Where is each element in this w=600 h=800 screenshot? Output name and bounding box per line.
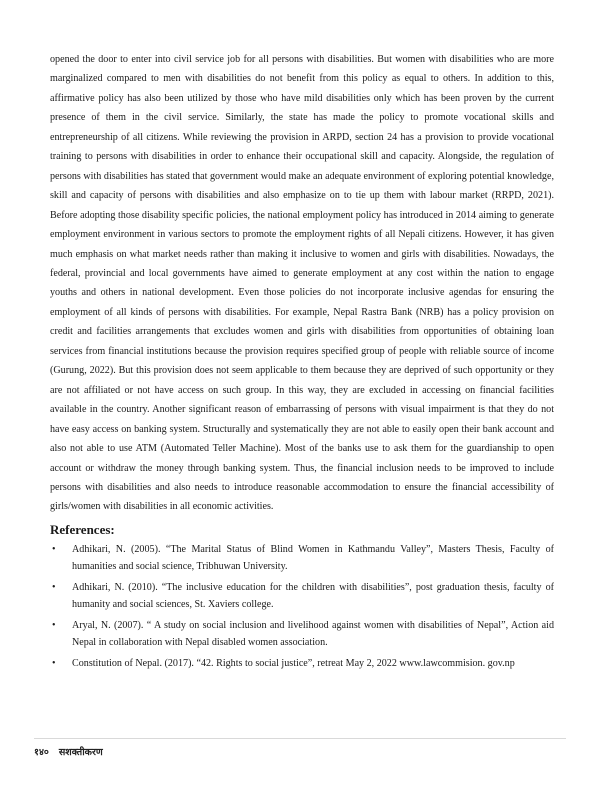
bullet-icon: • <box>52 619 56 631</box>
body-paragraph: opened the door to enter into civil service job for all persons with disabilities. But women with disabilities who are more marginalized compared to men with disabilities do not benefit from this policy as equal to others. In addition to this, affirmative policy has also been utilized by those who have mild disabilities only which has been proven by the current presence of them in the civil service. Similarly, the state has made the policy to promote vocational skills and entrepreneurship of all citizens. While reviewing the provision in ARPD, section 24 has a provision to provide vocational training to persons with disabilities in order to enhance their occupational skill and capacity. Alongside, the regulation of persons with disabilities has stated that government would make an adequate environment of exploring potential knowledge, skill and capacity of persons with disabilities and also emphasize on to tie up them with labour market (RRPD, 2021). Before adopting those disability specific policies, the national employment policy has introduced in 2014 aiming to generate employment environment in various sectors to promote the employment rights of all Nepali citizens. However, it has given much emphasis on what market needs rather than making it inclusive to women and girls with disabilities. Nowadays, the federal, provincial and local governments have aimed to generate employment at any cost within the nation to engage youths and others in national development. Even those policies do not incorporate inclusive agendas for ensuring the employment of all kinds of persons with disabilities. For example, Nepal Rastra Bank (NRB) has a policy provision on credit and facilities arrangements that excludes women and girls with disabilities from opportunities of obtaining loan services from financial institutions because the provision requires specified group of people with reliable source of income (Gurung, 2022). But this provision does not seem applicable to them because they are deprived of such opportunity or they are not affiliated or not have access on such group. In this way, they are excluded in accessing on financial facilities available in the country. Another significant reason of embarrassing of persons with visual impairment is that they do not have easy access on banking system. Structurally and systematically they are not able to easily open their bank account and also not able to use ATM (Automated Teller Machine). Most of the banks use to ask them for the guardianship to open account or withdraw the money through banking system. Thus, the financial inclusion needs to be improved to include persons with disabilities and also needs to introduce reasonable accommodation to ensure the financial accessibility of girls/women with disabilities in all economic activities. <box>50 54 554 513</box>
reference-item <box>50 541 554 575</box>
page-number: १४० <box>34 746 49 758</box>
reference-item <box>50 579 554 613</box>
journal-name: सशक्तीकरण <box>58 746 103 758</box>
references-heading: References: <box>50 521 115 537</box>
bullet-icon: • <box>52 543 56 555</box>
reference-item <box>50 617 554 651</box>
reference-text: Constitution of Nepal. (2017). “42. Rights to social justice”, retreat May 2, 2022 www.lawcommision. gov.np <box>72 657 515 669</box>
reference-text: Adhikari, N. (2010). “The inclusive education for the children with disabilities”, post graduation thesis, faculty of humanity and social sciences, St. Xaviers college. <box>72 581 554 610</box>
page-footer <box>34 738 566 763</box>
document-page <box>50 50 554 676</box>
reference-item <box>50 655 554 672</box>
bullet-icon: • <box>52 581 56 593</box>
reference-text: Adhikari, N. (2005). “The Marital Status of Blind Women in Kathmandu Valley”, Masters Thesis, Faculty of humanities and social science, Tribhuwan University. <box>72 543 554 572</box>
reference-list <box>50 541 554 672</box>
reference-text: Aryal, N. (2007). “ A study on social inclusion and livelihood against women with disabilities of Nepal”, Action aid Nepal in collaboration with Nepal disabled women association. <box>72 619 554 648</box>
bullet-icon: • <box>52 657 56 669</box>
